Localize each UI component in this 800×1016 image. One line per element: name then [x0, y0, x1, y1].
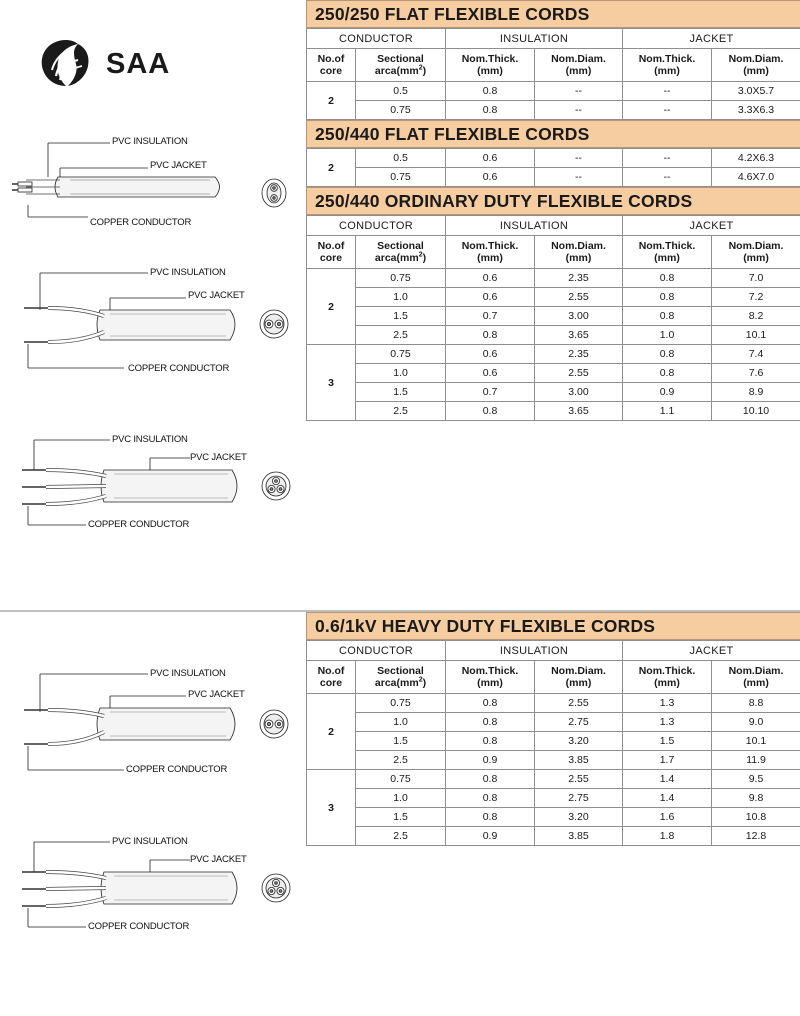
table-cell: 0.7: [446, 307, 535, 326]
table-cell: 7.2: [712, 288, 800, 307]
table-cell: 0.9: [446, 827, 535, 846]
header-insulation-nom-diam: Nom.Diam. (mm): [535, 49, 623, 82]
table-cell: 0.8: [623, 307, 712, 326]
table-row: [307, 751, 800, 770]
table-cell: 0.6: [446, 149, 535, 168]
table-cell: 0.75: [356, 770, 446, 789]
table-row: [307, 269, 800, 288]
table-cell: 7.4: [712, 345, 800, 364]
header-jacket-nom-diam: Nom.Diam. (mm): [712, 661, 800, 694]
spec-table-250-250-flat: [306, 28, 800, 120]
table-row: [307, 82, 800, 101]
table-cell: 0.8: [446, 326, 535, 345]
header-jacket: JACKET: [623, 29, 800, 49]
label-copper-conductor: COPPER CONDUCTOR: [88, 519, 190, 530]
header-insulation-nom-diam: Nom.Diam. (mm): [535, 661, 623, 694]
header-jacket: JACKET: [623, 641, 800, 661]
table-cell: 1.0: [356, 288, 446, 307]
table-cell: --: [623, 168, 712, 187]
table-cell: 0.6: [446, 364, 535, 383]
label-pvc-jacket: PVC JACKET: [150, 160, 207, 171]
table-cell: --: [535, 168, 623, 187]
logo-text: SAA: [106, 48, 171, 80]
table-cell: 1.7: [623, 751, 712, 770]
label-pvc-insulation: PVC INSULATION: [150, 668, 226, 679]
table-row: [307, 168, 800, 187]
table-cell: 2.55: [535, 288, 623, 307]
table-cell: 2.35: [535, 345, 623, 364]
table-cell: 2.75: [535, 789, 623, 808]
label-pvc-insulation: PVC INSULATION: [112, 434, 188, 445]
header-conductor: CONDUCTOR: [307, 641, 446, 661]
table-cell: 3.65: [535, 326, 623, 345]
table-cell: 0.9: [446, 751, 535, 770]
table-cell: 2.75: [535, 713, 623, 732]
table-cell: 10.1: [712, 732, 800, 751]
table-cell: 2.55: [535, 770, 623, 789]
core-count: 3: [307, 345, 356, 421]
table-cell: 0.9: [623, 383, 712, 402]
table-cell: 1.5: [356, 383, 446, 402]
table-cell: 3.65: [535, 402, 623, 421]
table-cell: --: [623, 82, 712, 101]
table-cell: 0.8: [446, 789, 535, 808]
table-row: [307, 713, 800, 732]
table-cell: 3.85: [535, 751, 623, 770]
table-cell: 0.8: [623, 269, 712, 288]
table-cell: 1.4: [623, 789, 712, 808]
spec-table-250-440-ordinary-duty: [306, 215, 800, 421]
table-cell: --: [623, 101, 712, 120]
table-cell: 3.85: [535, 827, 623, 846]
table-cell: 8.8: [712, 694, 800, 713]
table-cell: 11.9: [712, 751, 800, 770]
table-row: [307, 770, 800, 789]
table-cell: 0.8: [623, 288, 712, 307]
table-cell: 1.8: [623, 827, 712, 846]
table-row: [307, 149, 800, 168]
table-row: [307, 402, 800, 421]
table-row: [307, 827, 800, 846]
table-cell: 9.0: [712, 713, 800, 732]
table-title-250-440-flat: 250/440 FLAT FLEXIBLE CORDS: [306, 120, 800, 148]
table-cell: 0.6: [446, 345, 535, 364]
table-row: [307, 383, 800, 402]
table-cell: 2.5: [356, 402, 446, 421]
header-insulation: INSULATION: [446, 29, 623, 49]
table-cell: 0.75: [356, 168, 446, 187]
table-cell: 0.8: [446, 732, 535, 751]
label-pvc-insulation: PVC INSULATION: [112, 836, 188, 847]
header-conductor: CONDUCTOR: [307, 216, 446, 236]
header-insulation-nom-thick: Nom.Thick. (mm): [446, 661, 535, 694]
label-pvc-jacket: PVC JACKET: [190, 854, 247, 865]
table-cell: 0.6: [446, 288, 535, 307]
header-insulation-nom-diam: Nom.Diam. (mm): [535, 236, 623, 269]
header-jacket-nom-diam: Nom.Diam. (mm): [712, 49, 800, 82]
header-jacket: JACKET: [623, 216, 800, 236]
header-insulation: INSULATION: [446, 216, 623, 236]
table-cell: 1.1: [623, 402, 712, 421]
table-cell: 0.6: [446, 269, 535, 288]
table-cell: 0.8: [446, 694, 535, 713]
table-cell: 10.10: [712, 402, 800, 421]
header-jacket-nom-thick: Nom.Thick. (mm): [623, 49, 712, 82]
table-cell: 1.3: [623, 694, 712, 713]
table-cell: 0.8: [446, 713, 535, 732]
table-row: [307, 307, 800, 326]
table-cell: 0.6: [446, 168, 535, 187]
core-count: 2: [307, 694, 356, 770]
table-cell: --: [535, 101, 623, 120]
table-cell: 7.0: [712, 269, 800, 288]
table-cell: 2.35: [535, 269, 623, 288]
table-cell: 1.4: [623, 770, 712, 789]
table-cell: 3.00: [535, 383, 623, 402]
header-jacket-nom-thick: Nom.Thick. (mm): [623, 661, 712, 694]
table-cell: 0.8: [446, 101, 535, 120]
top-tables: [306, 0, 800, 421]
table-cell: --: [535, 82, 623, 101]
header-no-of-core: No.of core: [307, 236, 356, 269]
table-cell: 3.3X6.3: [712, 101, 800, 120]
label-pvc-jacket: PVC JACKET: [188, 290, 245, 301]
table-row: [307, 694, 800, 713]
table-cell: 0.75: [356, 694, 446, 713]
table-cell: 3.0X5.7: [712, 82, 800, 101]
header-sectional-area: Sectional $arca(mm^2)$: [356, 236, 446, 269]
table-cell: 0.75: [356, 269, 446, 288]
header-no-of-core: No.of core: [307, 49, 356, 82]
table-cell: 0.7: [446, 383, 535, 402]
header-jacket-nom-thick: Nom.Thick. (mm): [623, 236, 712, 269]
table-cell: 9.5: [712, 770, 800, 789]
table-cell: 1.3: [623, 713, 712, 732]
header-sectional-area: Sectional $arca(mm^2)$: [356, 49, 446, 82]
table-cell: 1.0: [356, 713, 446, 732]
cable-diagram-round-3core: [0, 430, 300, 540]
table-cell: 1.0: [356, 364, 446, 383]
header-insulation-nom-thick: Nom.Thick. (mm): [446, 236, 535, 269]
table-row: [307, 732, 800, 751]
cable-diagram-heavy-2core: [0, 664, 300, 784]
table-cell: 2.5: [356, 751, 446, 770]
table-title-250-250-flat: 250/250 FLAT FLEXIBLE CORDS: [306, 0, 800, 28]
table-cell: 1.5: [356, 307, 446, 326]
spec-table-250-440-flat: [306, 148, 800, 187]
table-cell: 8.2: [712, 307, 800, 326]
table-cell: 4.6X7.0: [712, 168, 800, 187]
table-cell: 0.8: [623, 345, 712, 364]
table-cell: 0.75: [356, 345, 446, 364]
table-cell: 2.5: [356, 827, 446, 846]
cable-diagram-round-2core: [0, 262, 300, 382]
table-cell: 2.5: [356, 326, 446, 345]
header-conductor: CONDUCTOR: [307, 29, 446, 49]
table-cell: 0.5: [356, 149, 446, 168]
core-count: 2: [307, 269, 356, 345]
table-row: [307, 808, 800, 827]
table-row: [307, 345, 800, 364]
table-cell: 0.8: [446, 402, 535, 421]
table-cell: 1.0: [356, 789, 446, 808]
spec-table-heavy-duty: [306, 640, 800, 846]
core-count: 2: [307, 149, 356, 187]
table-cell: --: [535, 149, 623, 168]
core-count: 2: [307, 82, 356, 120]
header-insulation: INSULATION: [446, 641, 623, 661]
label-copper-conductor: COPPER CONDUCTOR: [88, 921, 190, 932]
table-cell: 1.5: [356, 732, 446, 751]
table-cell: 12.8: [712, 827, 800, 846]
table-cell: 2.55: [535, 364, 623, 383]
core-count: 3: [307, 770, 356, 846]
label-pvc-insulation: PVC INSULATION: [112, 136, 188, 147]
bottom-tables: [306, 612, 800, 846]
table-cell: 0.8: [446, 808, 535, 827]
table-cell: --: [623, 149, 712, 168]
table-cell: 1.5: [356, 808, 446, 827]
header-insulation-nom-thick: Nom.Thick. (mm): [446, 49, 535, 82]
saa-emblem-icon: [38, 36, 94, 88]
table-cell: 8.9: [712, 383, 800, 402]
table-title-250-440-ordinary-duty: 250/440 ORDINARY DUTY FLEXIBLE CORDS: [306, 187, 800, 215]
table-cell: 7.6: [712, 364, 800, 383]
table-cell: 0.75: [356, 101, 446, 120]
table-cell: 1.0: [623, 326, 712, 345]
header-jacket-nom-diam: Nom.Diam. (mm): [712, 236, 800, 269]
table-cell: 0.8: [446, 82, 535, 101]
table-cell: 3.20: [535, 732, 623, 751]
header-sectional-area: Sectional $arca(mm^2)$: [356, 661, 446, 694]
table-cell: 1.6: [623, 808, 712, 827]
table-cell: 3.20: [535, 808, 623, 827]
label-pvc-jacket: PVC JACKET: [188, 689, 245, 700]
table-cell: 4.2X6.3: [712, 149, 800, 168]
table-cell: 10.1: [712, 326, 800, 345]
table-cell: 3.00: [535, 307, 623, 326]
label-copper-conductor: COPPER CONDUCTOR: [90, 217, 192, 228]
table-cell: 2.55: [535, 694, 623, 713]
table-row: [307, 288, 800, 307]
label-pvc-insulation: PVC INSULATION: [150, 267, 226, 278]
table-title-heavy-duty: 0.6/1kV HEAVY DUTY FLEXIBLE CORDS: [306, 612, 800, 640]
table-cell: 9.8: [712, 789, 800, 808]
table-row: [307, 101, 800, 120]
cable-diagram-heavy-3core: [0, 832, 300, 942]
label-copper-conductor: COPPER CONDUCTOR: [128, 363, 230, 374]
table-cell: 0.5: [356, 82, 446, 101]
table-row: [307, 326, 800, 345]
table-cell: 0.8: [446, 770, 535, 789]
label-pvc-jacket: PVC JACKET: [190, 452, 247, 463]
saa-logo: [38, 36, 188, 88]
header-no-of-core: No.of core: [307, 661, 356, 694]
table-cell: 1.5: [623, 732, 712, 751]
label-copper-conductor: COPPER CONDUCTOR: [126, 764, 228, 775]
table-row: [307, 789, 800, 808]
cable-diagram-flat-2core: [0, 125, 300, 235]
table-cell: 10.8: [712, 808, 800, 827]
table-cell: 0.8: [623, 364, 712, 383]
table-row: [307, 364, 800, 383]
